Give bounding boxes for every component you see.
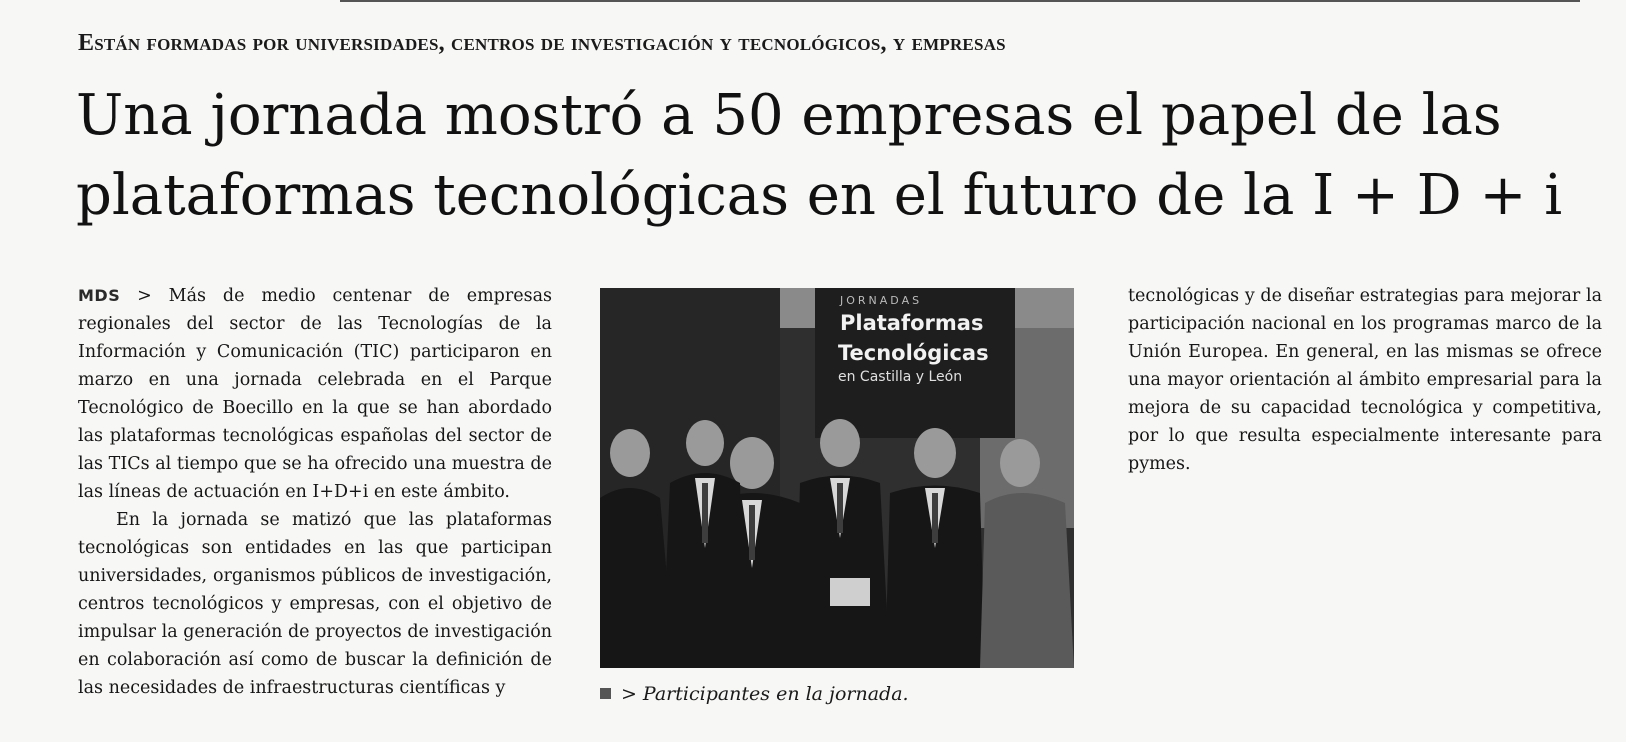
paragraph-1 xyxy=(78,282,552,506)
byline-separator: > xyxy=(120,286,169,306)
caption-marker: > xyxy=(621,683,637,705)
paragraph-2-text-part-1: En la jornada se matizó que las plataformas tecnológicas son entidades en las que participan universidades, organismos públicos de investigación, centros tecnológicos y empresas, con el objetivo de impulsar la generación de proyectos de investigación en colaboración así como de buscar la definición de las necesidades de infraestructuras científicas y xyxy=(78,510,553,698)
caption-square-icon xyxy=(600,688,611,699)
top-rule xyxy=(340,0,1580,2)
banner-line-3: en Castilla y León xyxy=(838,369,963,385)
banner-line-2: Tecnológicas xyxy=(838,341,989,365)
banner-small-text: JORNADAS xyxy=(840,294,923,307)
photo-illustration xyxy=(600,288,1074,668)
headline xyxy=(76,76,1576,236)
paragraph-2-continued xyxy=(1128,282,1602,478)
paragraph-2-text-part-2: tecnológicas y de diseñar estrategias para mejorar la participación nacional en los programas marco de la Unión Europea. En general, en las mismas se ofrece una mayor orientación al ámbito empresarial para la mejora de su capacidad tecnológica y competitiva, por lo que resulta especialmente interesante para pymes. xyxy=(1128,286,1602,474)
headline-line-2: plataformas tecnológicas en el futuro de la I + D + i xyxy=(76,163,1563,228)
byline: MDS xyxy=(78,286,121,305)
event-photo xyxy=(600,288,1074,668)
article-column-left xyxy=(78,282,552,702)
photo-caption xyxy=(600,683,909,705)
kicker: Están formadas por universidades, centros de investigación y tecnológicos, y empresas xyxy=(78,30,1006,56)
paragraph-2-start xyxy=(78,506,552,702)
banner-line-1: Plataformas xyxy=(840,311,984,335)
caption-text: Participantes en la jornada. xyxy=(642,683,909,705)
article-column-right xyxy=(1128,282,1602,478)
paragraph-1-text: Más de medio centenar de empresas regionales del sector de las Tecnologías de la Información y Comunicación (TIC) participaron en marzo en una jornada celebrada en el Parque Tecnológico de Boecillo en la que se han abordado las plataformas tecnológicas españolas del sector de las TICs al tiempo que se ha ofrecido una muestra de las líneas de actuación en I+D+i en este ámbito. xyxy=(78,286,552,502)
headline-line-1: Una jornada mostró a 50 empresas el papel de las xyxy=(76,83,1502,148)
